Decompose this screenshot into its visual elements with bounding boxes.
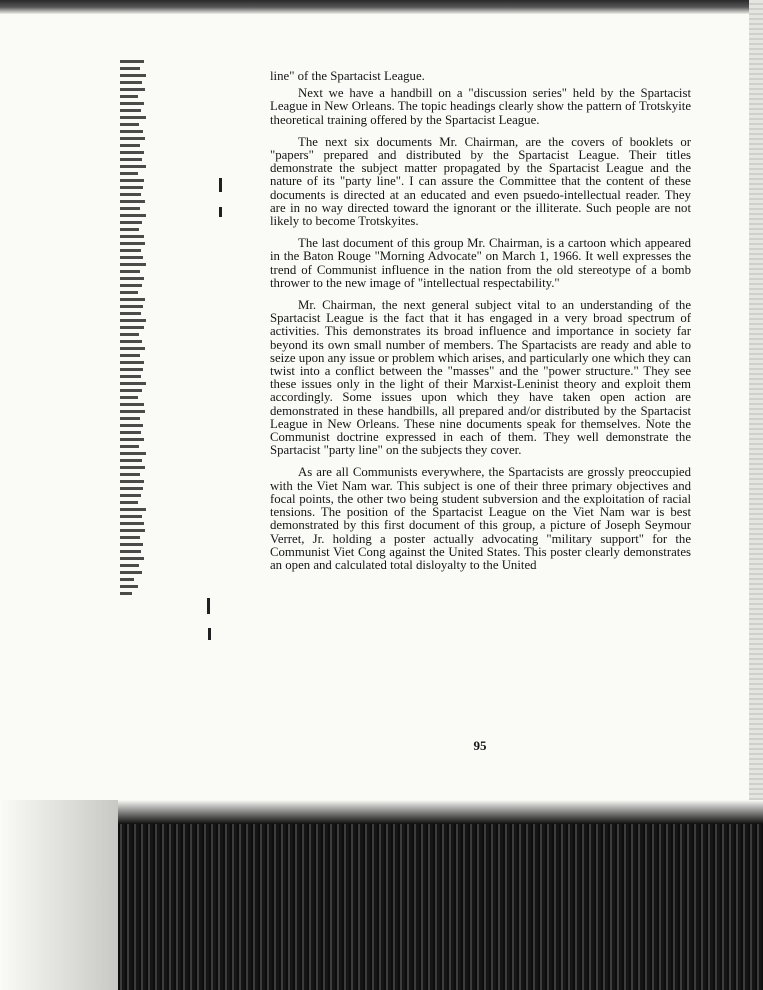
document-body [270,70,691,581]
facing-page-text-strip [120,60,150,635]
paragraph: As are all Communists everywhere, the Spartacists are grossly preoccupied with the Viet Nam war. This subject is one of their three primary objectives and focal points, the other two being student subversion and the exploitation of racial tensions. The position of the Spartacist League on the Viet Nam war is best demonstrated by this first document of this group, a picture of Joseph Seymour Verret, Jr. holding a poster actually advocating "military support" for the Communist Viet Cong against the United States. This poster clearly demonstrates an open and calculated total disloyalty to the United [270,465,691,572]
scan-bottom-shadow-left [0,800,118,990]
scan-bottom-shadow [118,800,763,990]
page-number: 95 [473,738,487,753]
margin-mark [219,178,222,192]
scan-top-edge [0,0,763,14]
margin-mark [207,598,210,614]
paragraph: line" of the Spartacist League. [270,69,425,83]
paragraph: The last document of this group Mr. Chairman, is a cartoon which appeared in the Baton Rouge "Morning Advocate" on March 1, 1966. It well expresses the trend of Communist influence in the nation from the old stereotype of a bomb thrower to the new image of "intellectual respectability." [270,236,691,290]
paragraph: Next we have a handbill on a "discussion series" held by the Spartacist League in New Orleans. The topic headings clearly show the pattern of Trotskyite theoretical training offered by the Spartacist League. [270,86,691,127]
margin-mark [208,628,211,640]
paragraph: The next six documents Mr. Chairman, are the covers of booklets or "papers" prepared and distributed by the Spartacist League. Their titles demonstrate the subject matter propagated by the Spartacist League and the nature of its "party line". I can assure the Committee that the content of these documents is directed at an educated and even psuedo-intellectual reader. They are in no way directed toward the ignorant or the illiterate. Such people are not likely to become Trotskyites. [270,134,691,229]
margin-mark [219,207,222,217]
paragraph: Mr. Chairman, the next general subject vital to an understanding of the Spartacist League is the fact that it has engaged in a very broad spectrum of activities. This demonstrates its broad influence and importance in society far beyond its own small number of members. The Spartacists are ready and able to seize upon any issue or problem which arises, and particularly one which they can twist into a conflict between the "masses" and the "power structure." They see these issues only in the light of their Marxist-Leninist theory and exploit them accordingly. Some issues upon which they have taken open action are demonstrated in these handbills, all prepared and/or distributed by the Spartacist League in New Orleans. These nine documents speak for themselves. Note the Communist doctrine expressed in each of them. They well demonstrate the Spartacist "party line" on the subjects they cover. [270,298,691,458]
